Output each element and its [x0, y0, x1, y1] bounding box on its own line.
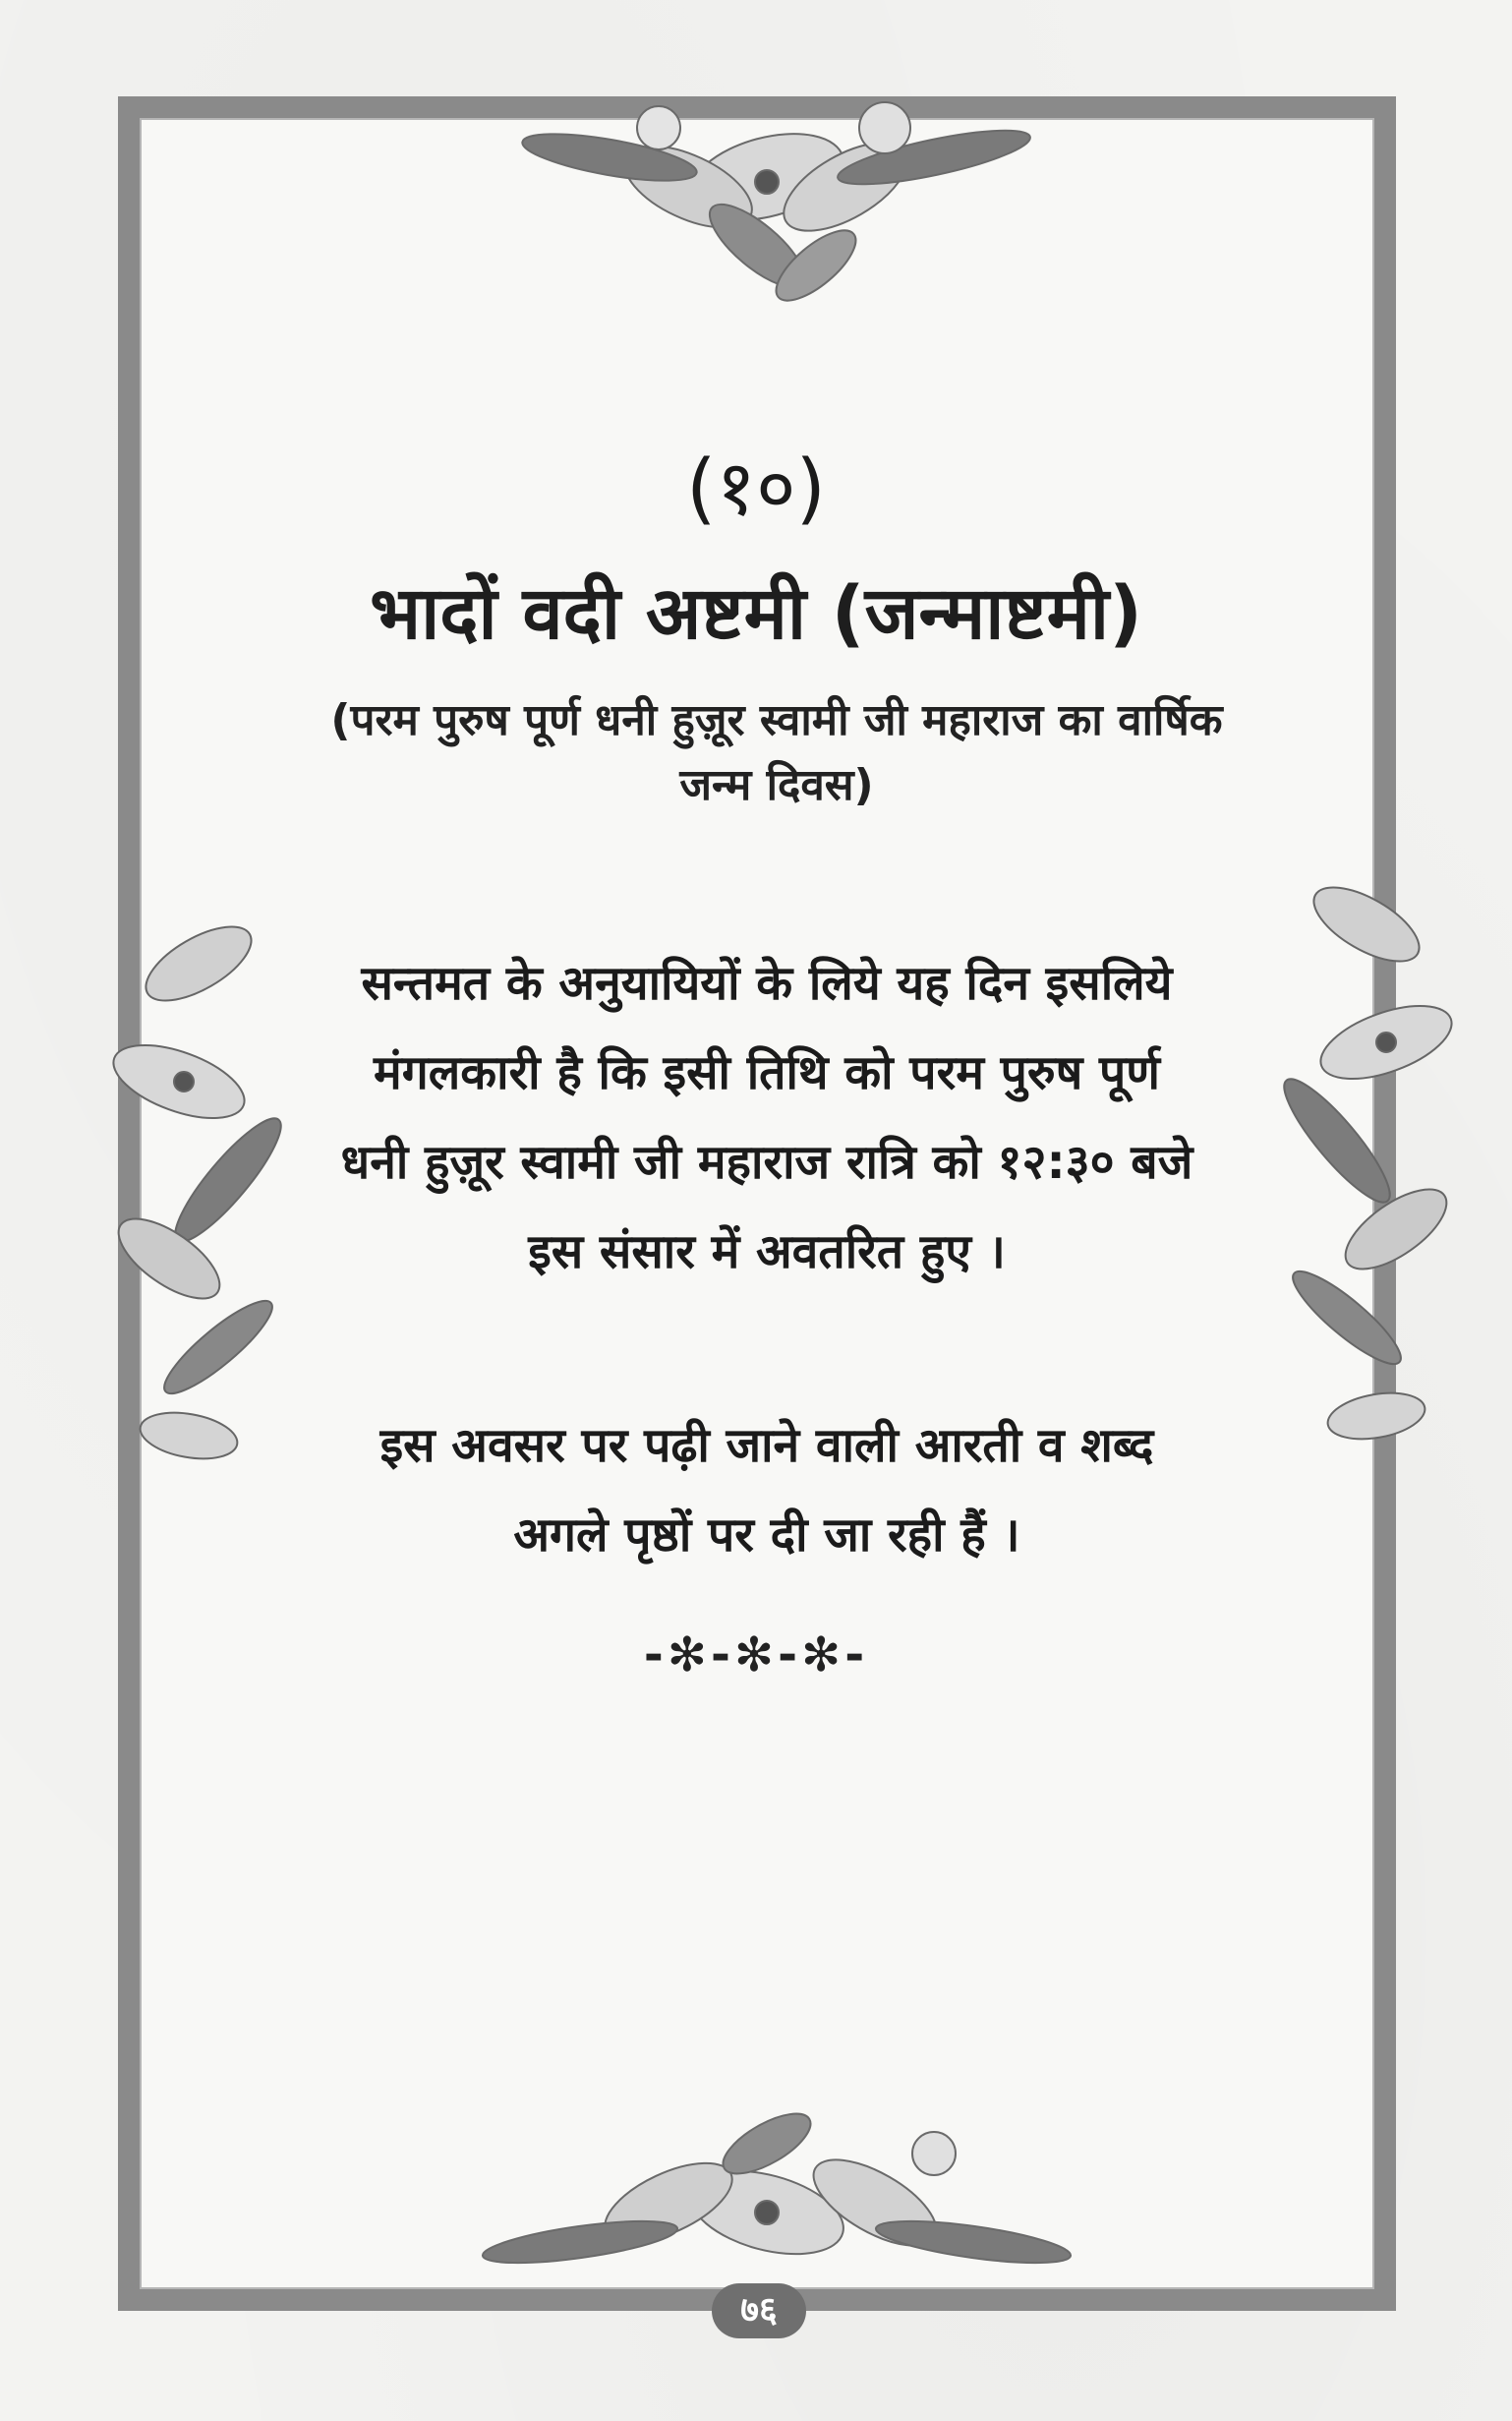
body-paragraph-1: सन्तमत के अनुयायियों के लिये यह दिन इसलिये मंगलकारी है कि इसी तिथि को परम पुरुष पूर्ण धनी हुज़ूर स्वामी जी महाराज रात्रि को १२:३० बजे इस संसार में अवतरित हुए ।: [340, 956, 1193, 1279]
right-floral-decoration: [1249, 846, 1475, 1475]
bottom-floral-decoration: [472, 2095, 1081, 2311]
chapter-title: भादों वदी अष्टमी (जन्माष्टमी): [370, 571, 1142, 656]
left-floral-decoration: [90, 885, 317, 1495]
chapter-subtitle: (परम पुरुष पूर्ण धनी हुज़ूर स्वामी जी महाराज का वार्षिक जन्म दिवस): [330, 695, 1223, 810]
top-floral-decoration: [462, 69, 1072, 334]
body-paragraph-2: इस अवसर पर पढ़ी जाने वाली आरती व शब्द अगले पृष्ठों पर दी जा रही हैं ।: [379, 1418, 1154, 1563]
chapter-number: (१०): [686, 444, 826, 533]
page-number-badge: ७६: [712, 2283, 806, 2338]
section-separator: -✻-✻-✻-: [643, 1627, 869, 1683]
